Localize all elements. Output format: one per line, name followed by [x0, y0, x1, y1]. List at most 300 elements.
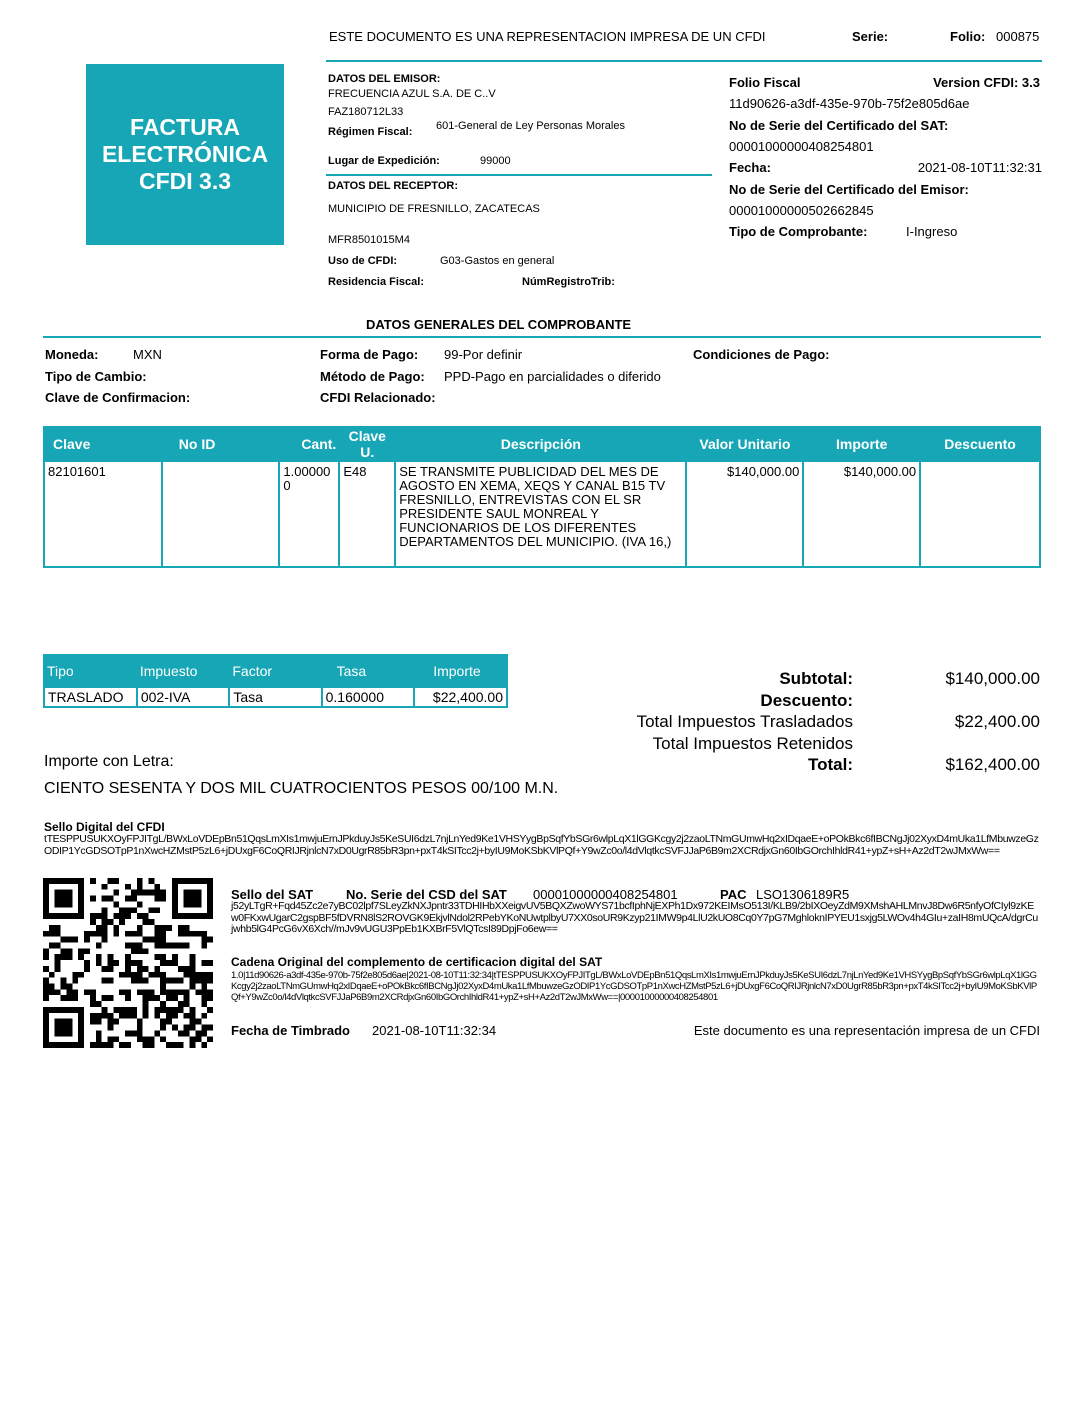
qr-module: [201, 1001, 207, 1007]
qr-module: [190, 896, 196, 902]
qr-module: [143, 890, 149, 896]
qr-module: [201, 878, 207, 884]
qr-module: [178, 989, 184, 995]
qr-module: [195, 896, 201, 902]
qr-module: [102, 907, 108, 913]
qr-module: [201, 937, 207, 943]
qr-module: [131, 942, 137, 948]
cert-emisor-label: No de Serie del Certificado del Emisor:: [729, 182, 969, 197]
fecha-label: Fecha:: [729, 160, 771, 175]
qr-module: [137, 913, 143, 919]
qr-module: [207, 896, 213, 902]
qr-module: [149, 972, 155, 978]
title-line-3: CFDI 3.3: [138, 168, 232, 194]
qr-module: [160, 937, 166, 943]
qr-module: [207, 989, 213, 995]
qr-module: [172, 884, 178, 890]
qr-module: [43, 1030, 49, 1036]
qr-module: [172, 901, 178, 907]
qr-module: [178, 1042, 184, 1048]
qr-module: [49, 878, 55, 884]
taxes-header-row: [44, 655, 507, 687]
qr-module: [125, 972, 131, 978]
title-line-2: ELECTRÓNICA: [101, 141, 269, 167]
qr-module: [149, 989, 155, 995]
cfdi-relacionado-label: CFDI Relacionado:: [320, 390, 436, 405]
qr-module: [201, 984, 207, 990]
qr-module: [125, 960, 131, 966]
qr-module: [207, 907, 213, 913]
qr-module: [207, 890, 213, 896]
qr-module: [55, 931, 61, 937]
qr-module: [160, 931, 166, 937]
qr-module: [55, 960, 61, 966]
qr-module: [113, 1036, 119, 1042]
qr-module: [172, 1013, 178, 1019]
qr-module: [72, 972, 78, 978]
qr-module: [137, 925, 143, 931]
qr-module: [66, 913, 72, 919]
qr-module: [66, 984, 72, 990]
qr-module: [61, 995, 67, 1001]
qr-module: [184, 995, 190, 1001]
qr-module: [143, 919, 149, 925]
cell-clave: 82101601: [44, 461, 162, 567]
emisor-rule: [326, 174, 712, 176]
cadena-original-value: 1.0|11d90626-a3df-435e-970b-75f2e805d6ae|2021-08-10T11:32:34|tTESPPUSUKXOyFPJITgL/BWxLoVDEpBn51QqsLmXIs1mwjuErnJPkduyJs5KeSUI6dzL7njLnYed9Ke1VHSYygBpSqfYbSGr6wlpLqX1lGGKcgy2j2zaoLTNmGUmwHq2xIDqaeE+oPOkBkc6fIBCNgJj02XyxD4mUka1LfMbuwzeGzODIP1YcGDSOTpP1nXwcHZMstP5zL6+jDUxgF6CoQRIJRjnlcN7xD0UgrR85bR3pn+pxT4kSITcc2j+byIU9MoKSbKVlPQf+Y9wZc0o/l4dVlqtkcSVFJJaP6B9m2XCRdjxGn60IbGOrchIhldR41+ypZ+sH+Az2dT2wJMxWw==|00001000000408254801: [231, 970, 1037, 1003]
uso-cfdi-label: Uso de CFDI:: [328, 255, 398, 267]
qr-module: [55, 989, 61, 995]
csd-value: 00001000000408254801: [533, 887, 678, 902]
receptor-name: MUNICIPIO DE FRESNILLO, ZACATECAS: [328, 203, 540, 215]
qr-module: [137, 942, 143, 948]
invoice-title-badge: [86, 64, 284, 245]
qr-module: [125, 989, 131, 995]
cell-descuento: [920, 461, 1040, 567]
qr-module: [149, 1042, 155, 1048]
qr-module: [149, 937, 155, 943]
qr-module: [172, 989, 178, 995]
cell-factor: Tasa: [229, 687, 321, 707]
qr-module: [207, 972, 213, 978]
folio-value: 000875: [996, 29, 1040, 44]
qr-module: [160, 896, 166, 902]
qr-module: [66, 1042, 72, 1048]
qr-module: [178, 966, 184, 972]
qr-module: [160, 978, 166, 984]
qr-module: [125, 954, 131, 960]
qr-module: [178, 942, 184, 948]
traslados-value: $22,400.00: [954, 712, 1040, 731]
qr-module: [96, 913, 102, 919]
qr-module: [72, 989, 78, 995]
qr-module: [55, 1007, 61, 1013]
qr-module: [172, 1025, 178, 1031]
qr-module: [166, 1042, 172, 1048]
qr-module: [137, 884, 143, 890]
qr-module: [154, 890, 160, 896]
qr-module: [72, 995, 78, 1001]
version-label: Version CFDI: 3.3: [933, 75, 1040, 90]
qr-module: [178, 1030, 184, 1036]
qr-module: [195, 1036, 201, 1042]
qr-module: [61, 948, 67, 954]
qr-module: [102, 966, 108, 972]
qr-module: [131, 978, 137, 984]
qr-module: [84, 989, 90, 995]
folio-fiscal-value: 11d90626-a3df-435e-970b-75f2e805d6ae: [729, 96, 970, 111]
fecha-timbrado-value: 2021-08-10T11:32:34: [372, 1023, 497, 1038]
subtotal-value: $140,000.00: [945, 669, 1040, 688]
qr-module: [61, 1025, 67, 1031]
qr-module: [143, 913, 149, 919]
qr-module: [137, 948, 143, 954]
qr-module: [195, 978, 201, 984]
qr-module: [149, 907, 155, 913]
qr-module: [66, 896, 72, 902]
qr-module: [96, 1042, 102, 1048]
qr-module: [160, 989, 166, 995]
pac-value: LSO1306189R5: [756, 887, 850, 902]
qr-module: [154, 1030, 160, 1036]
cell-impuesto: 002-IVA: [137, 687, 230, 707]
qr-module: [154, 1007, 160, 1013]
qr-module: [43, 1036, 49, 1042]
col-valor-unitario: Valor Unitario: [686, 427, 803, 461]
qr-module: [178, 878, 184, 884]
qr-module: [160, 942, 166, 948]
qr-module: [61, 1007, 67, 1013]
qr-module: [207, 901, 213, 907]
qr-module: [190, 890, 196, 896]
qr-module: [55, 942, 61, 948]
col-descripcion: Descripción: [395, 427, 686, 461]
qr-module: [78, 972, 84, 978]
general-section-title: DATOS GENERALES DEL COMPROBANTE: [366, 317, 632, 332]
qr-module: [160, 1036, 166, 1042]
qr-module: [43, 989, 49, 995]
qr-module: [43, 931, 49, 937]
qr-module: [66, 1030, 72, 1036]
qr-module: [184, 1001, 190, 1007]
qr-module: [160, 972, 166, 978]
qr-module: [143, 966, 149, 972]
qr-module: [190, 1042, 196, 1048]
taxes-table: [43, 654, 508, 708]
qr-module: [66, 995, 72, 1001]
qr-module: [195, 989, 201, 995]
qr-module: [96, 954, 102, 960]
total-label: Total:: [807, 755, 853, 774]
qr-module: [190, 1019, 196, 1025]
qr-module: [207, 884, 213, 890]
qr-module: [137, 972, 143, 978]
qr-module: [154, 907, 160, 913]
qr-module: [149, 995, 155, 1001]
qr-module: [96, 925, 102, 931]
qr-module: [102, 1013, 108, 1019]
qr-module: [107, 954, 113, 960]
qr-module: [43, 966, 49, 972]
qr-module: [96, 1030, 102, 1036]
qr-module: [125, 884, 131, 890]
qr-module: [43, 1042, 49, 1048]
qr-module: [137, 890, 143, 896]
qr-module: [166, 978, 172, 984]
qr-module: [201, 1042, 207, 1048]
qr-module: [143, 1042, 149, 1048]
num-registro-label: NúmRegistroTrib:: [522, 276, 615, 288]
qr-module: [178, 913, 184, 919]
qr-module: [49, 925, 55, 931]
qr-module: [84, 937, 90, 943]
qr-module: [90, 1013, 96, 1019]
qr-module: [43, 948, 49, 954]
qr-module: [78, 1042, 84, 1048]
retenidos-label: Total Impuestos Retenidos: [652, 734, 853, 753]
qr-module: [102, 896, 108, 902]
qr-module: [113, 1019, 119, 1025]
condiciones-label: Condiciones de Pago:: [693, 347, 830, 362]
qr-module: [201, 978, 207, 984]
qr-module: [184, 942, 190, 948]
lugar-value: 99000: [480, 155, 511, 167]
qr-module: [201, 1025, 207, 1031]
qr-module: [154, 972, 160, 978]
qr-module: [190, 972, 196, 978]
qr-module: [160, 960, 166, 966]
qr-module: [178, 925, 184, 931]
cell-no-id: [162, 461, 280, 567]
qr-module: [125, 1042, 131, 1048]
qr-module: [190, 1036, 196, 1042]
qr-module: [160, 984, 166, 990]
qr-module: [55, 890, 61, 896]
qr-module: [72, 878, 78, 884]
metodo-pago-value: PPD-Pago en parcialidades o diferido: [444, 369, 661, 384]
qr-module: [102, 919, 108, 925]
emisor-name: FRECUENCIA AZUL S.A. DE C..V: [328, 88, 496, 100]
receptor-section-label: DATOS DEL RECEPTOR:: [328, 180, 458, 192]
emisor-section-label: DATOS DEL EMISOR:: [328, 73, 441, 85]
qr-module: [143, 989, 149, 995]
qr-module: [43, 1013, 49, 1019]
pac-label: PAC: [720, 887, 747, 902]
concepts-table: [43, 426, 1041, 568]
qr-module: [43, 978, 49, 984]
qr-module: [172, 960, 178, 966]
csd-label: No. Serie del CSD del SAT: [346, 887, 507, 902]
cadena-original-label: Cadena Original del complemento de certificacion digital del SAT: [231, 955, 603, 969]
qr-module: [125, 913, 131, 919]
qr-module: [102, 913, 108, 919]
qr-module: [207, 1007, 213, 1013]
qr-module: [137, 1019, 143, 1025]
qr-module: [184, 890, 190, 896]
qr-module: [154, 925, 160, 931]
qr-module: [201, 1030, 207, 1036]
qr-module: [66, 901, 72, 907]
qr-module: [119, 919, 125, 925]
qr-module: [125, 1007, 131, 1013]
col-no-id: No ID: [162, 427, 280, 461]
col-importe: Importe: [803, 427, 920, 461]
qr-module: [184, 878, 190, 884]
qr-module: [154, 942, 160, 948]
qr-module: [125, 1013, 131, 1019]
qr-module: [84, 966, 90, 972]
qr-module: [84, 931, 90, 937]
qr-module: [102, 884, 108, 890]
tipo-comprobante-value: I-Ingreso: [906, 224, 958, 239]
qr-module: [66, 954, 72, 960]
qr-module: [90, 896, 96, 902]
qr-module: [172, 995, 178, 1001]
qr-module: [195, 931, 201, 937]
qr-module: [195, 1019, 201, 1025]
qr-module: [125, 966, 131, 972]
qr-module: [207, 995, 213, 1001]
qr-module: [125, 896, 131, 902]
qr-module: [119, 907, 125, 913]
fecha-value: 2021-08-10T11:32:31: [917, 160, 1042, 175]
qr-module: [125, 942, 131, 948]
qr-module: [72, 913, 78, 919]
qr-module: [107, 966, 113, 972]
qr-module: [160, 1001, 166, 1007]
qr-module: [119, 913, 125, 919]
qr-module: [178, 1001, 184, 1007]
qr-module: [184, 931, 190, 937]
qr-module: [102, 1007, 108, 1013]
qr-module: [166, 1013, 172, 1019]
tipo-cambio-label: Tipo de Cambio:: [45, 369, 147, 384]
qr-module: [107, 1019, 113, 1025]
qr-module: [107, 1036, 113, 1042]
qr-module: [143, 937, 149, 943]
qr-module: [131, 1013, 137, 1019]
qr-module: [78, 884, 84, 890]
qr-module: [137, 1030, 143, 1036]
qr-module: [143, 948, 149, 954]
qr-module: [55, 896, 61, 902]
document-notice: ESTE DOCUMENTO ES UNA REPRESENTACION IMPRESA DE UN CFDI: [329, 29, 766, 44]
qr-module: [149, 878, 155, 884]
qr-module: [43, 896, 49, 902]
folio-label: Folio:: [950, 29, 986, 44]
qr-module: [78, 1007, 84, 1013]
qr-module: [143, 1001, 149, 1007]
cell-importe: $140,000.00: [803, 461, 920, 567]
qr-module: [102, 925, 108, 931]
qr-module: [61, 878, 67, 884]
qr-module: [131, 890, 137, 896]
qr-module: [90, 995, 96, 1001]
qr-module: [184, 925, 190, 931]
qr-module: [119, 1007, 125, 1013]
cell-tax-importe: $22,400.00: [414, 687, 507, 707]
qr-module: [119, 972, 125, 978]
qr-module: [137, 978, 143, 984]
qr-module: [49, 913, 55, 919]
qr-module: [72, 937, 78, 943]
qr-module: [72, 1042, 78, 1048]
qr-module: [107, 1042, 113, 1048]
qr-module: [113, 913, 119, 919]
qr-module: [131, 931, 137, 937]
qr-module: [49, 984, 55, 990]
qr-code-icon: [43, 878, 213, 1048]
col-tipo: Tipo: [44, 655, 137, 687]
qr-module: [78, 1019, 84, 1025]
cert-emisor-value: 00001000000502662845: [729, 203, 874, 218]
qr-module: [195, 913, 201, 919]
qr-module: [160, 1025, 166, 1031]
qr-module: [96, 1001, 102, 1007]
metodo-pago-label: Método de Pago:: [320, 369, 425, 384]
qr-module: [107, 919, 113, 925]
qr-module: [43, 995, 49, 1001]
qr-module: [172, 942, 178, 948]
qr-module: [107, 978, 113, 984]
qr-module: [90, 1001, 96, 1007]
qr-module: [172, 878, 178, 884]
qr-module: [201, 931, 207, 937]
fecha-timbrado-label: Fecha de Timbrado: [231, 1023, 350, 1038]
qr-module: [160, 954, 166, 960]
qr-module: [55, 954, 61, 960]
qr-module: [43, 890, 49, 896]
qr-module: [55, 1019, 61, 1025]
qr-module: [113, 878, 119, 884]
qr-module: [61, 937, 67, 943]
forma-pago-value: 99-Por definir: [444, 347, 523, 362]
qr-module: [137, 901, 143, 907]
qr-module: [178, 931, 184, 937]
forma-pago-label: Forma de Pago:: [320, 347, 419, 362]
qr-module: [96, 1019, 102, 1025]
qr-module: [137, 1025, 143, 1031]
qr-module: [43, 984, 49, 990]
qr-module: [195, 901, 201, 907]
qr-module: [207, 913, 213, 919]
qr-module: [96, 1013, 102, 1019]
qr-module: [55, 901, 61, 907]
qr-module: [43, 913, 49, 919]
qr-module: [207, 960, 213, 966]
qr-module: [195, 1030, 201, 1036]
qr-module: [190, 954, 196, 960]
qr-module: [131, 1007, 137, 1013]
qr-module: [90, 1042, 96, 1048]
cell-descripcion: SE TRANSMITE PUBLICIDAD DEL MES DE AGOSTO EN XEMA, XEQS Y CANAL B15 TV FRESNILLO, ENTREVISTAS CON EL SR PRESIDENTE SAUL MONREAL Y FUNCIONARIOS DE LOS DIFERENTES DEPARTAMENTOS DEL MUNICIPIO. (IVA 16,): [395, 461, 686, 567]
qr-module: [131, 1030, 137, 1036]
col-factor: Factor: [229, 655, 321, 687]
traslados-label: Total Impuestos Trasladados: [636, 712, 853, 731]
qr-module: [201, 989, 207, 995]
qr-module: [113, 1007, 119, 1013]
qr-module: [72, 978, 78, 984]
qr-module: [195, 972, 201, 978]
qr-module: [49, 989, 55, 995]
cell-valor-unitario: $140,000.00: [686, 461, 803, 567]
qr-module: [102, 995, 108, 1001]
qr-module: [61, 1030, 67, 1036]
qr-module: [172, 978, 178, 984]
qr-module: [66, 1025, 72, 1031]
qr-module: [61, 901, 67, 907]
qr-module: [119, 989, 125, 995]
